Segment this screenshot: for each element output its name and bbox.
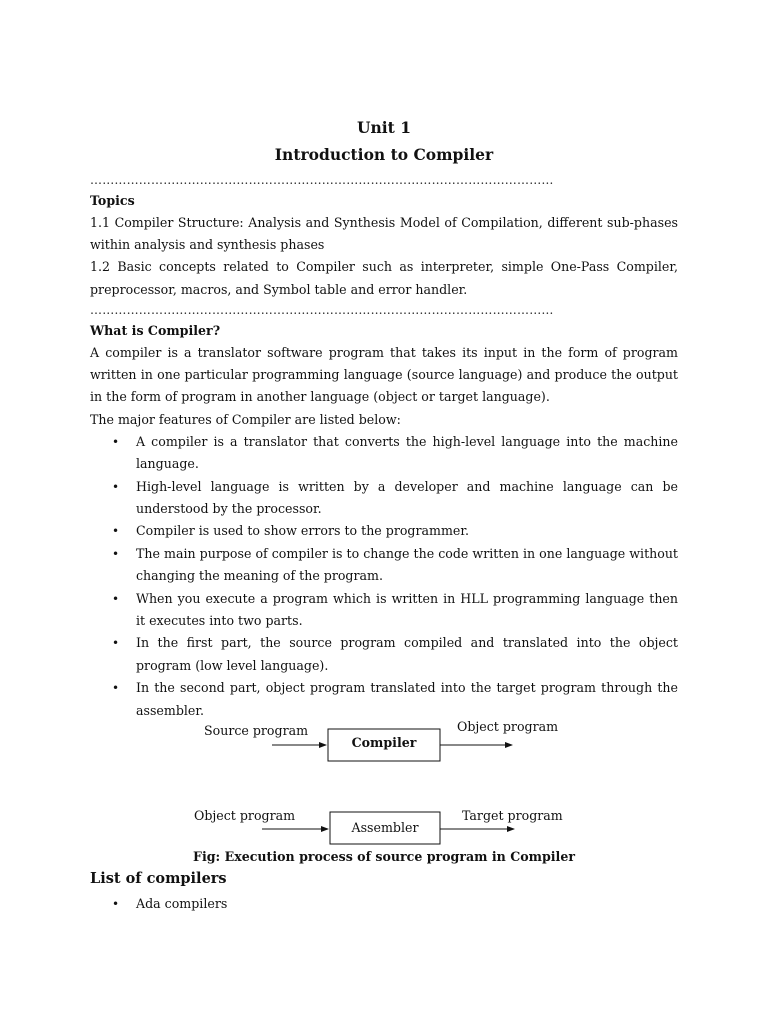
list-item-text: The main purpose of compiler is to change the code written in one language without changing the meaning of the program. xyxy=(136,545,678,584)
stage2-input-label: Object program xyxy=(194,808,296,823)
dotted-separator-top: …………………………………………………………………………………………………… xyxy=(90,174,554,186)
list-item-text: Compiler is used to show errors to the programmer. xyxy=(136,523,469,539)
list-item-text: In the second part, object program translated into the target program through the assembler. xyxy=(136,680,678,718)
stage2-output-label: Target program xyxy=(462,808,563,823)
compiler-box-label: Compiler xyxy=(351,735,417,750)
figure-caption: Fig: Execution process of source program in Compiler xyxy=(193,849,575,864)
list-item-text: Ada compilers xyxy=(136,896,228,911)
bullet-icon: • xyxy=(112,591,120,606)
bullet-icon: • xyxy=(112,681,120,696)
section-heading: What is Compiler? xyxy=(90,323,221,338)
list-of-compilers-heading: List of compilers xyxy=(90,870,227,887)
bullet-icon: • xyxy=(112,524,120,539)
dotted-separator-bottom: …………………………………………………………………………………………………… xyxy=(90,304,554,316)
assembler-box-label: Assembler xyxy=(351,820,419,835)
list-item-text: A compiler is a translator that converts the high-level language into the machine language. xyxy=(136,433,678,472)
definition-paragraph: A compiler is a translator software program that takes its input in the form of program written in one particular programming language (source language) and produce the output in the form of program in another language (object or target language). xyxy=(90,345,678,405)
bullet-icon: • xyxy=(112,897,120,911)
bullet-icon: • xyxy=(112,636,120,651)
list-item-text: High-level language is written by a developer and machine language can be understood by the processor. xyxy=(136,478,678,517)
stage1-output-label: Object program xyxy=(457,719,559,734)
stage1-input-label: Source program xyxy=(204,723,309,738)
bullet-icon: • xyxy=(112,479,120,494)
bullet-icon: • xyxy=(112,434,120,449)
features-intro: The major features of Compiler are listed below: xyxy=(90,411,401,427)
unit-title: Unit 1 xyxy=(356,118,411,137)
topic-item: 1.2 Basic concepts related to Compiler such as interpreter, simple One-Pass Compiler, preprocessor, macros, and Symbol table and error handler. xyxy=(90,259,678,297)
list-item-text: In the first part, the source program compiled and translated into the object program (low level language). xyxy=(136,635,678,673)
list-item-text: When you execute a program which is written in HLL programming language then it executes into two parts. xyxy=(136,590,678,629)
bullet-icon: • xyxy=(112,546,120,561)
topics-heading: Topics xyxy=(90,193,135,208)
chapter-title: Introduction to Compiler xyxy=(274,145,494,164)
topic-item: 1.1 Compiler Structure: Analysis and Synthesis Model of Compilation, different sub-phases within analysis and synthesis phases xyxy=(90,215,678,253)
